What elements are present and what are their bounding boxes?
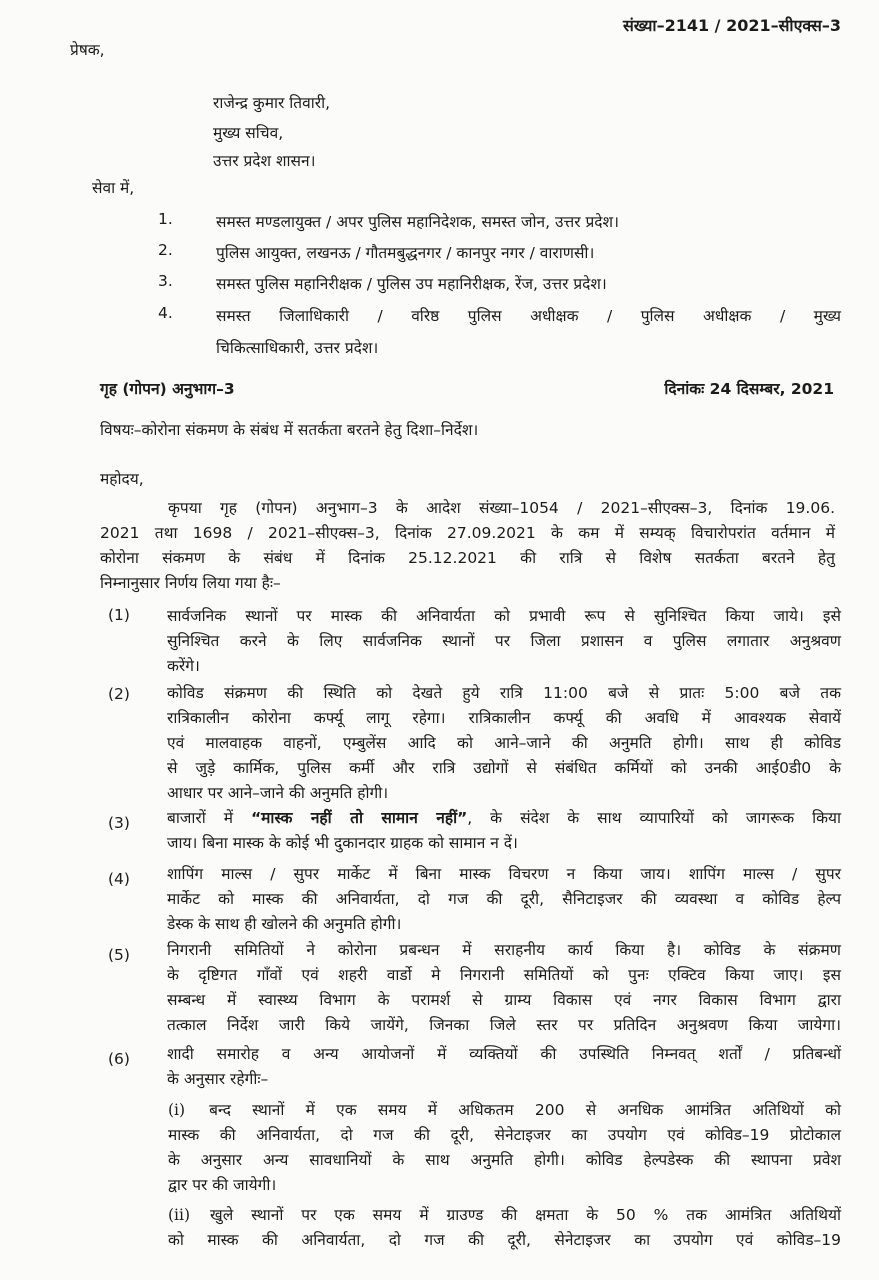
item-line: करेंगे। bbox=[167, 657, 200, 675]
item-line: तत्काल निर्देश जारी किये जायेंगे, जिनका जिले स्तर पर प्रतिदिन अनुश्रवण किया जायेगा। bbox=[167, 1016, 841, 1034]
subitem-line: को मास्क की अनिवार्यता, दो गज की दूरी, सेनेटाइजर का उपयोग एवं कोविड–19 bbox=[168, 1231, 841, 1249]
subitem-line: मास्क की अनिवार्यता, दो गज की दूरी, सेनेटाइजर का उपयोग एवं कोविड–19 प्रोटोकाल bbox=[168, 1126, 841, 1144]
intro-paragraph bbox=[100, 496, 835, 596]
item-line: से जुड़े कार्मिक, पुलिस कर्मी और रात्रि उद्योगों से संबंधित कर्मियों को उनकी आई0डी0 के bbox=[167, 759, 841, 777]
item-line: मार्केट को मास्क की अनिवार्यता, दो गज की दूरी, सैनिटाइजर की व्यवस्था व कोविड हेल्प bbox=[167, 890, 841, 908]
item-text-part: बाजारों में bbox=[167, 809, 251, 827]
subitem-line bbox=[168, 1203, 841, 1228]
recipient-text: समस्त जिलाधिकारी / वरिष्ठ पुलिस अधीक्षक / पुलिस अधीक्षक / मुख्य bbox=[216, 307, 841, 325]
subitem-line-text: बन्द स्थानों में एक समय में अधिकतम 200 से अनधिक आमंत्रित अतिथियों को bbox=[209, 1101, 841, 1119]
recipient-number: 4. bbox=[158, 304, 173, 322]
recipient-number: 3. bbox=[158, 272, 173, 290]
item-line: शापिंग माल्स / सुपर मार्केट में बिना मास्क विचरण न किया जाय। शापिंग माल्स / सुपर bbox=[167, 865, 841, 883]
item-number: (5) bbox=[108, 946, 130, 964]
item-line: कोविड संक्रमण की स्थिति को देखते हुये रात्रि 11:00 बजे से प्रातः 5:00 बजे तक bbox=[167, 684, 841, 702]
item-line: आधार पर आने–जाने की अनुमति होगी। bbox=[167, 784, 389, 802]
intro-line: निम्नानुसार निर्णय लिया गया हैः– bbox=[100, 574, 281, 592]
item-line bbox=[167, 806, 841, 831]
item-number: (4) bbox=[108, 870, 130, 888]
item-number: (6) bbox=[108, 1050, 130, 1068]
item-number: (3) bbox=[108, 814, 130, 832]
subject: विषयः–कोरोना संकमण के संबंध में सतर्कता बरतने हेतु दिशा–निर्देश। bbox=[100, 421, 479, 439]
subitem-line-text: खुले स्थानों पर एक समय में ग्राउण्ड की क्षमता के 50 % तक आमंत्रित अतिथियों bbox=[210, 1206, 841, 1224]
intro-line: 2021 तथा 1698 / 2021–सीएक्स–3, दिनांक 27.09.2021 के कम में सम्यक् विचारोपरांत वर्तमान में bbox=[100, 524, 835, 542]
item-line: शादी समारोह व अन्य आयोजनों में व्यक्तियों की उपस्थिति निम्नवत् शर्तों / प्रतिबन्धों bbox=[167, 1045, 841, 1063]
intro-line: कृपया गृह (गोपन) अनुभाग–3 के आदेश संख्या–1054 / 2021–सीएक्स–3, दिनांक 19.06. bbox=[168, 499, 835, 517]
subitem-text bbox=[168, 1203, 841, 1253]
subitem-line: के अनुसार अन्य सावधानियों के साथ अनुमति होगी। कोविड हेल्पडेस्क की स्थापना प्रवेश bbox=[168, 1151, 841, 1169]
sender-label: प्रेषक, bbox=[70, 41, 105, 59]
item-number: (1) bbox=[108, 606, 130, 624]
salutation: महोदय, bbox=[100, 470, 144, 488]
to-label: सेवा में, bbox=[92, 179, 135, 197]
item-text bbox=[167, 862, 841, 937]
item-line: के अनुसार रहेगीः– bbox=[167, 1070, 269, 1088]
intro-line: कोरोना संकमण के संबंध में दिनांक 25.12.2021 की रात्रि से विशेष सतर्कता बरतने हेतु bbox=[100, 549, 835, 567]
item-text bbox=[167, 1042, 841, 1092]
item-line: निगरानी समितियों ने कोरोना प्रबन्धन में सराहनीय कार्य किया है। कोविड के संक्रमण bbox=[167, 941, 841, 959]
recipient-text: समस्त पुलिस महानिरीक्षक / पुलिस उप महानिरीक्षक, रेंज, उत्तर प्रदेश। bbox=[216, 275, 607, 293]
item-number: (2) bbox=[108, 685, 130, 703]
recipient-text-continued: चिकित्साधिकारी, उत्तर प्रदेश। bbox=[216, 339, 379, 357]
subitem-line bbox=[168, 1098, 841, 1123]
item-line: रात्रिकालीन कोरोना कर्फ्यू लागू रहेगा। रात्रिकालीन कर्फ्यू की अवधि में आवश्यक सेवायें bbox=[167, 709, 841, 727]
subitem-number: (ii) bbox=[168, 1206, 191, 1224]
subitem-line: द्वार पर की जायेगी। bbox=[168, 1176, 277, 1194]
sender-office: उत्तर प्रदेश शासन। bbox=[213, 152, 316, 170]
sender-name: राजेन्द्र कुमार तिवारी, bbox=[213, 94, 331, 112]
item-line: सुनिश्चित करने के लिए सार्वजनिक स्थानों पर जिला प्रशासन व पुलिस लगातार अनुश्रवण bbox=[167, 632, 841, 650]
letter-date: दिनांकः 24 दिसम्बर, 2021 bbox=[664, 380, 834, 398]
subitem-text bbox=[168, 1098, 841, 1198]
recipient-number: 1. bbox=[158, 210, 173, 228]
item-text bbox=[167, 681, 841, 806]
item-line: एवं मालवाहक वाहनों, एम्बुलेंस आदि को आने–जाने की अनुमति होगी। साथ ही कोविड bbox=[167, 734, 841, 752]
recipient-number: 2. bbox=[158, 241, 173, 259]
reference-number: संख्या–2141 / 2021–सीएक्स–3 bbox=[622, 16, 841, 35]
sender-designation: मुख्य सचिव, bbox=[213, 124, 284, 142]
recipient-text: समस्त मण्डलायुक्त / अपर पुलिस महानिदेशक, समस्त जोन, उत्तर प्रदेश। bbox=[216, 213, 619, 231]
item-line: के दृष्टिगत गाँवों एवं शहरी वार्डो मे निगरानी समितियों को पुनः एक्टिव किया जाए। इस bbox=[167, 966, 841, 984]
item-text-part: , के संदेश के साथ व्यापारियों को जागरूक किया bbox=[467, 809, 842, 827]
item-text bbox=[167, 604, 841, 679]
item-text bbox=[167, 806, 841, 856]
slogan-text: “मास्क नहीं तो सामान नहीं” bbox=[250, 809, 468, 827]
item-text bbox=[167, 938, 841, 1038]
recipient-text: पुलिस आयुक्त, लखनऊ / गौतमबुद्धनगर / कानपुर नगर / वाराणसी। bbox=[216, 244, 595, 262]
item-line: डेस्क के साथ ही खोलने की अनुमति होगी। bbox=[167, 915, 402, 933]
item-line: सम्बन्ध में स्वास्थ्य विभाग के परामर्श से ग्राम्य विकास एवं नगर विकास विभाग द्वारा bbox=[167, 991, 841, 1009]
section-name: गृह (गोपन) अनुभाग–3 bbox=[100, 380, 235, 398]
subitem-number: (i) bbox=[168, 1101, 186, 1119]
item-line: जाय। बिना मास्क के कोई भी दुकानदार ग्राहक को सामान न दें। bbox=[167, 834, 518, 852]
item-line: सार्वजनिक स्थानों पर मास्क की अनिवार्यता को प्रभावी रूप से सुनिश्चित किया जाये। इसे bbox=[167, 607, 841, 625]
